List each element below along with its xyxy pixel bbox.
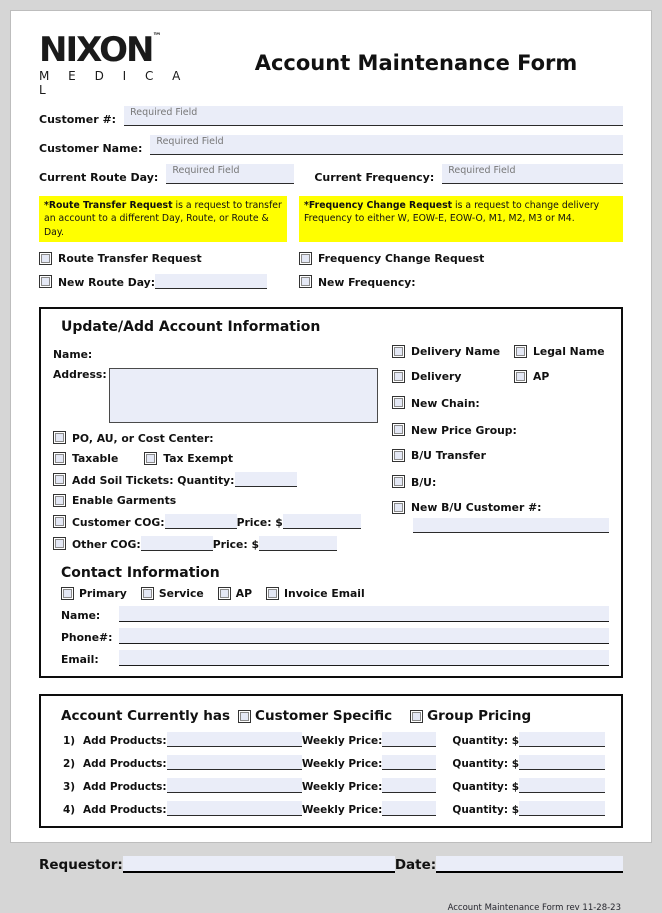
- name-row: [53, 346, 378, 361]
- new-route-day-label: New Route Day:: [58, 276, 156, 290]
- account-info-box: [39, 307, 623, 678]
- po-row: [53, 430, 378, 445]
- customer-number-label: Customer #:: [39, 113, 117, 126]
- ap-label: AP: [533, 370, 550, 384]
- account-info-heading: Update/Add Account Information: [61, 319, 321, 336]
- soil-tickets-row: [53, 472, 378, 487]
- new-frequency-checkbox[interactable]: [299, 275, 312, 288]
- delivery-label: Delivery: [411, 370, 462, 384]
- quantity-label: Quantity: $: [452, 735, 519, 748]
- contact-name-label: Name:: [61, 609, 101, 623]
- form-header: [39, 30, 623, 97]
- customer-cog-row: [53, 514, 378, 529]
- new-price-group-label: New Price Group:: [411, 424, 517, 438]
- bu-row: [392, 474, 609, 489]
- address-label: Address:: [53, 368, 107, 382]
- add-products-label: Add Products:: [83, 804, 167, 817]
- add-products-input-2[interactable]: [167, 755, 302, 770]
- primary-checkbox[interactable]: [61, 587, 74, 600]
- weekly-price-input-4[interactable]: [382, 801, 436, 816]
- weekly-price-input-1[interactable]: [382, 732, 436, 747]
- contact-ap-label: AP: [235, 587, 253, 601]
- bu-transfer-label: B/U Transfer: [411, 449, 486, 463]
- frequency-change-note: [299, 196, 623, 242]
- new-route-day-checkbox[interactable]: [39, 275, 52, 288]
- po-checkbox[interactable]: [53, 431, 66, 444]
- new-bu-customer-input[interactable]: [413, 518, 609, 533]
- route-transfer-note-bold: *Route Transfer Request: [44, 200, 173, 211]
- weekly-price-label: Weekly Price:: [301, 735, 383, 748]
- delivery-checkbox[interactable]: [392, 370, 405, 383]
- contact-heading: Contact Information: [61, 565, 220, 582]
- soil-tickets-label: Add Soil Tickets: Quantity:: [72, 474, 235, 488]
- add-products-label: Add Products:: [83, 758, 167, 771]
- current-route-day-input[interactable]: [166, 164, 294, 184]
- tax-exempt-checkbox[interactable]: [144, 452, 157, 465]
- route-transfer-request-row: [39, 252, 299, 265]
- name-label: Name:: [53, 348, 93, 362]
- bu-transfer-checkbox[interactable]: [392, 449, 405, 462]
- request-options: [39, 252, 623, 298]
- frequency-change-checkbox[interactable]: [299, 252, 312, 265]
- weekly-price-input-3[interactable]: [382, 778, 436, 793]
- route-transfer-label: Route Transfer Request: [58, 252, 202, 266]
- contact-name-row: [53, 606, 609, 622]
- quantity-input-4[interactable]: [519, 801, 605, 816]
- legal-name-label: Legal Name: [533, 345, 605, 359]
- new-frequency-row: [299, 274, 623, 289]
- logo-subtitle: M E D I C A L: [39, 69, 188, 97]
- add-products-input-4[interactable]: [167, 801, 302, 816]
- new-bu-customer-row: [392, 501, 609, 514]
- weekly-price-input-2[interactable]: [382, 755, 436, 770]
- new-chain-checkbox[interactable]: [392, 396, 405, 409]
- taxable-label: Taxable: [72, 452, 119, 466]
- form-page: [10, 10, 652, 913]
- row-number: 2): [63, 758, 76, 771]
- quantity-input-1[interactable]: [519, 732, 605, 747]
- contact-name-input[interactable]: [119, 606, 609, 622]
- route-transfer-note: [39, 196, 287, 242]
- group-pricing-label: Group Pricing: [427, 708, 532, 725]
- invoice-email-checkbox[interactable]: [266, 587, 279, 600]
- weekly-price-label: Weekly Price:: [301, 804, 383, 817]
- new-chain-label: New Chain:: [411, 397, 480, 411]
- add-products-input-1[interactable]: [167, 732, 302, 747]
- contact-type-row: [61, 587, 609, 600]
- soil-quantity-input[interactable]: [235, 472, 297, 487]
- customer-cog-price-label: Price: $: [236, 516, 283, 530]
- po-label: PO, AU, or Cost Center:: [72, 432, 214, 446]
- address-textarea[interactable]: [109, 368, 378, 423]
- add-products-label: Add Products:: [83, 781, 167, 794]
- address-row: [53, 368, 378, 423]
- pricing-heading: Account Currently has: [61, 708, 231, 725]
- enable-garments-row: [53, 494, 378, 507]
- customer-specific-label: Customer Specific: [255, 708, 393, 725]
- new-route-day-input[interactable]: [155, 274, 267, 289]
- delivery-name-checkbox[interactable]: [392, 345, 405, 358]
- delivery-name-label: Delivery Name: [411, 345, 501, 359]
- quantity-input-2[interactable]: [519, 755, 605, 770]
- row-number: 1): [63, 735, 76, 748]
- current-route-day-label: Current Route Day:: [39, 171, 159, 184]
- new-chain-row: [392, 395, 609, 410]
- new-frequency-label: New Frequency:: [318, 276, 416, 290]
- pricing-box: [39, 694, 623, 828]
- frequency-change-request-row: [299, 252, 623, 265]
- bu-label: B/U:: [411, 476, 437, 490]
- route-transfer-note-text: is a request to transfer an account to a different Day, Route, or Route & Day.: [44, 200, 282, 238]
- delivery-ap-row: [392, 370, 609, 383]
- add-products-row-2: [53, 755, 609, 770]
- info-notes: [39, 196, 623, 242]
- other-cog-price-label: Price: $: [212, 538, 259, 552]
- customer-cog-checkbox[interactable]: [53, 515, 66, 528]
- soil-tickets-checkbox[interactable]: [53, 473, 66, 486]
- trademark-symbol: ™: [152, 32, 162, 42]
- account-info-right-column: [392, 341, 609, 551]
- customer-specific-checkbox[interactable]: [238, 710, 251, 723]
- revision-note: Account Maintenance Form rev 11-28-23: [447, 903, 621, 913]
- service-checkbox[interactable]: [141, 587, 154, 600]
- contact-email-label: Email:: [61, 653, 99, 667]
- contact-ap-checkbox[interactable]: [218, 587, 231, 600]
- row-number: 3): [63, 781, 76, 794]
- customer-cog-price-input[interactable]: [283, 514, 361, 529]
- logo-wordmark: NIXON: [39, 30, 153, 70]
- add-products-row-1: [53, 732, 609, 747]
- route-transfer-checkbox[interactable]: [39, 252, 52, 265]
- customer-name-row: [39, 135, 623, 155]
- add-products-row-3: [53, 778, 609, 793]
- new-route-day-row: [39, 274, 299, 289]
- legal-name-checkbox[interactable]: [514, 345, 527, 358]
- nixon-logo: [39, 30, 209, 97]
- date-input[interactable]: [436, 856, 623, 873]
- requestor-input[interactable]: [123, 856, 395, 873]
- weekly-price-label: Weekly Price:: [301, 758, 383, 771]
- other-cog-checkbox[interactable]: [53, 537, 66, 550]
- service-label: Service: [158, 587, 204, 601]
- other-cog-label: Other COG:: [72, 538, 141, 552]
- date-label: Date:: [394, 857, 437, 874]
- weekly-price-label: Weekly Price:: [301, 781, 383, 794]
- customer-cog-label: Customer COG:: [72, 516, 165, 530]
- other-cog-input[interactable]: [141, 536, 213, 551]
- customer-name-input[interactable]: [150, 135, 623, 155]
- enable-garments-label: Enable Garments: [72, 494, 177, 508]
- quantity-label: Quantity: $: [452, 804, 519, 817]
- new-price-group-row: [392, 422, 609, 437]
- enable-garments-checkbox[interactable]: [53, 494, 66, 507]
- quantity-label: Quantity: $: [452, 781, 519, 794]
- bu-checkbox[interactable]: [392, 475, 405, 488]
- frequency-change-label: Frequency Change Request: [318, 252, 485, 266]
- new-bu-customer-label: New B/U Customer #:: [411, 501, 542, 515]
- contact-phone-row: [53, 628, 609, 644]
- taxable-checkbox[interactable]: [53, 452, 66, 465]
- delivery-legal-name-row: [392, 345, 609, 358]
- customer-name-label: Customer Name:: [39, 142, 143, 155]
- quantity-label: Quantity: $: [452, 758, 519, 771]
- bu-transfer-row: [392, 449, 609, 462]
- quantity-input-3[interactable]: [519, 778, 605, 793]
- other-cog-row: [53, 536, 378, 551]
- pricing-heading-row: [61, 708, 609, 724]
- customer-cog-input[interactable]: [165, 514, 237, 529]
- page-title: Account Maintenance Form: [254, 51, 578, 75]
- current-frequency-label: Current Frequency:: [314, 171, 435, 184]
- account-info-left-column: [53, 341, 378, 551]
- route-frequency-row: [39, 164, 623, 184]
- frequency-change-note-text: is a request to change delivery Frequency to either W, EOW-E, EOW-O, M1, M2, M3 or M4.: [304, 200, 600, 225]
- requestor-label: Requestor:: [39, 857, 123, 874]
- group-pricing-checkbox[interactable]: [410, 710, 423, 723]
- invoice-email-label: Invoice Email: [284, 587, 365, 601]
- new-bu-customer-checkbox[interactable]: [392, 501, 405, 514]
- customer-number-row: [39, 106, 623, 126]
- customer-number-input[interactable]: [124, 106, 623, 126]
- tax-exempt-label: Tax Exempt: [163, 452, 234, 466]
- contact-phone-label: Phone#:: [61, 631, 113, 645]
- ap-checkbox[interactable]: [514, 370, 527, 383]
- contact-phone-input[interactable]: [119, 628, 609, 644]
- signoff-row: [39, 856, 623, 873]
- add-products-label: Add Products:: [83, 735, 167, 748]
- primary-label: Primary: [79, 587, 127, 601]
- frequency-change-note-bold: *Frequency Change Request: [304, 200, 453, 211]
- current-frequency-input[interactable]: [442, 164, 623, 184]
- contact-email-input[interactable]: [119, 650, 609, 666]
- row-number: 4): [63, 804, 76, 817]
- tax-row: [53, 452, 378, 465]
- add-products-row-4: [53, 801, 609, 816]
- other-cog-price-input[interactable]: [259, 536, 337, 551]
- add-products-input-3[interactable]: [167, 778, 302, 793]
- contact-email-row: [53, 650, 609, 666]
- new-price-group-checkbox[interactable]: [392, 423, 405, 436]
